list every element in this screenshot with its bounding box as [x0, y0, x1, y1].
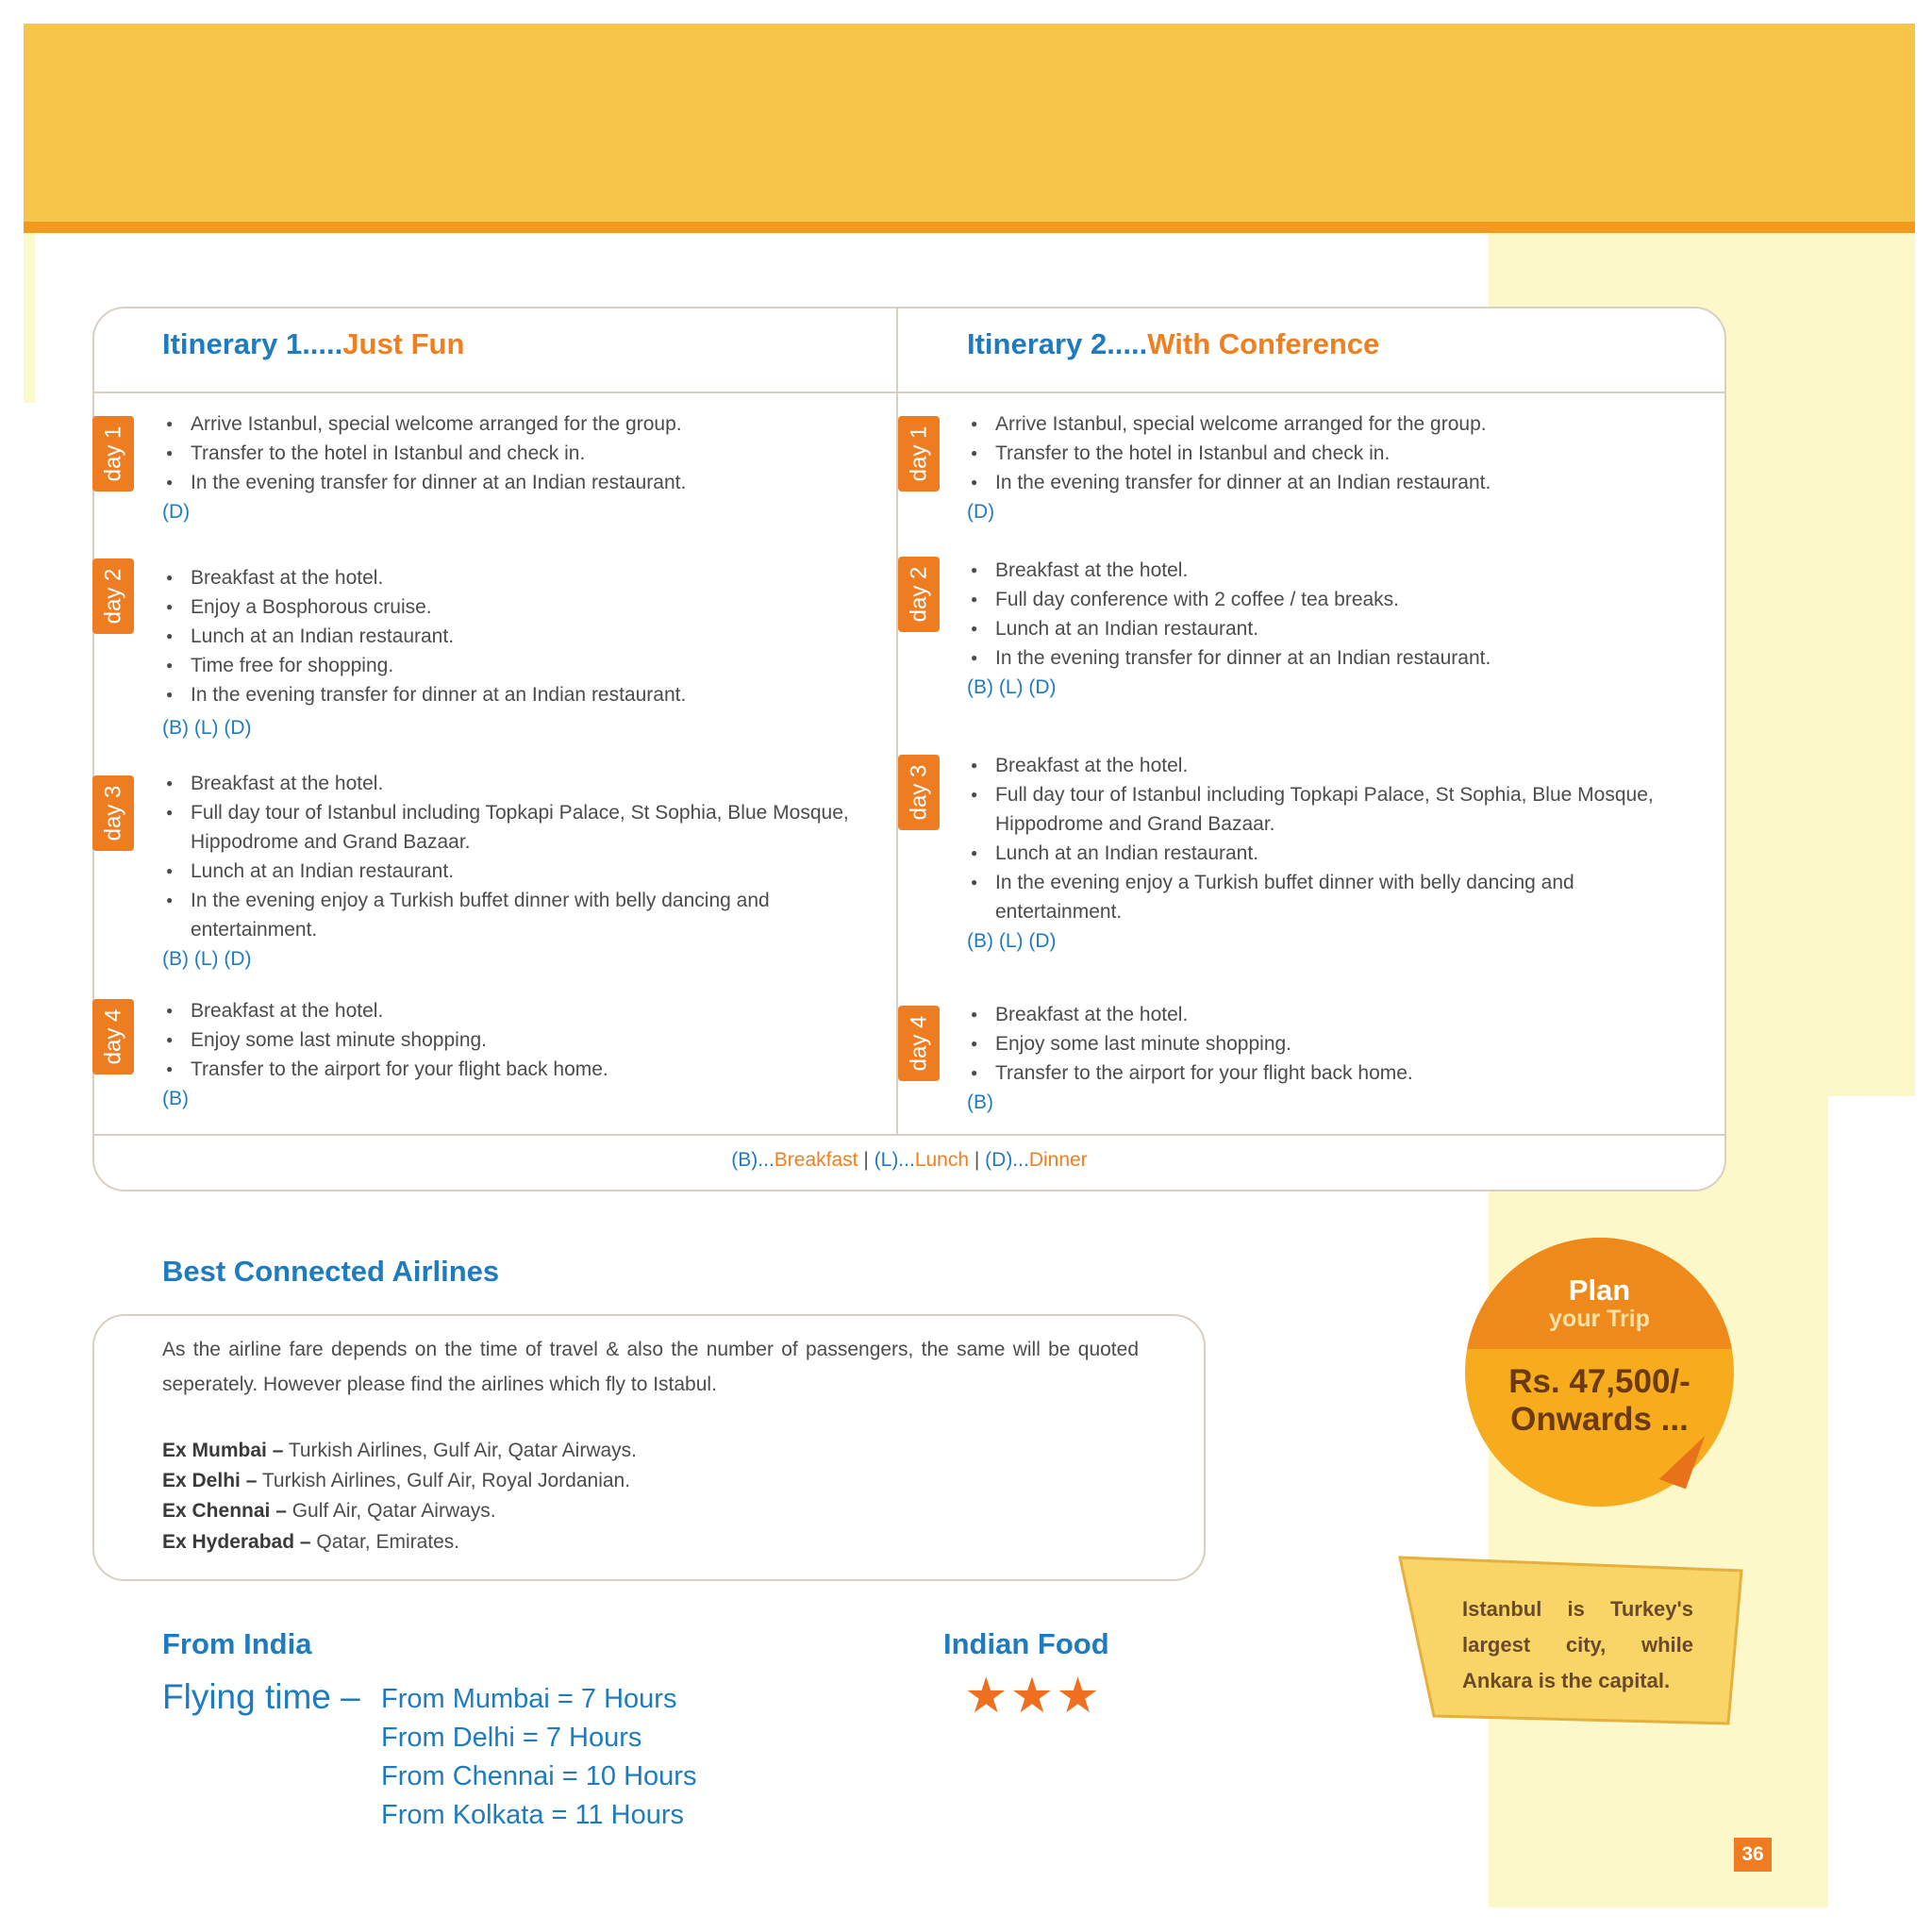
list-item: ● Transfer to the hotel in Istanbul and check in. [967, 439, 1703, 468]
meals-codes: (B) (L) (D) [162, 948, 252, 970]
meals-codes: (D) [967, 501, 995, 523]
list-item: ● Lunch at an Indian restaurant. [967, 839, 1703, 868]
pale-right-panel-lower [1489, 1096, 1828, 1907]
plan-price-onwards: Onwards ... [1510, 1401, 1689, 1438]
legend-separator: | [969, 1149, 986, 1171]
list-item: ● In the evening enjoy a Turkish buffet dinner with belly dancing and entertainment. [967, 868, 1703, 926]
airline-row [162, 1496, 496, 1525]
airline-city: Ex Chennai – [162, 1500, 287, 1522]
day-tab-label: day 4 [906, 1015, 931, 1072]
fact-text: Istanbul is Turkey's largest city, while Ankara is the capital. [1462, 1597, 1693, 1692]
day-tab [898, 416, 940, 491]
list-item: ● Breakfast at the hotel. [162, 563, 889, 592]
airlines-intro: As the airline fare depends on the time of travel & also the number of passengers, the same will be quoted seperately. However please find the airlines which fly to Istabul. [162, 1339, 1139, 1395]
airline-row [162, 1436, 637, 1465]
meals-codes: (B) [967, 1091, 993, 1113]
list-item: ● Enjoy a Bosphorous cruise. [162, 592, 889, 622]
itinerary-1-day-2 [162, 563, 889, 742]
legend-l-name: Lunch [914, 1149, 970, 1171]
list-item: ● Time free for shopping. [162, 651, 889, 680]
plan-price-amount: Rs. 47,500/- [1508, 1363, 1690, 1400]
legend-d-name: Dinner [1028, 1149, 1088, 1171]
day-tab [898, 1006, 940, 1081]
day-tab [898, 755, 940, 830]
day-tab-label: day 3 [100, 785, 125, 841]
star-rating-icon: ★★★ [964, 1669, 1102, 1724]
list-item: ● Lunch at an Indian restaurant. [967, 614, 1703, 643]
meals-codes: (D) [162, 501, 191, 523]
list-item: ● Enjoy some last minute shopping. [162, 1025, 889, 1055]
meals-codes: (B) (L) (D) [162, 717, 252, 739]
plan-price [1465, 1363, 1734, 1439]
airline-list: Gulf Air, Qatar Airways. [286, 1500, 496, 1522]
page-number: 36 [1734, 1838, 1772, 1872]
list-item: ● In the evening transfer for dinner at an Indian restaurant. [967, 643, 1703, 673]
legend-l-code: (L)... [874, 1149, 915, 1171]
airline-list: Turkish Airlines, Gulf Air, Royal Jordanian. [257, 1470, 631, 1491]
itinerary-1-day-4 [162, 996, 889, 1113]
day-tab-label: day 2 [906, 566, 931, 623]
list-item: ● Breakfast at the hotel. [967, 556, 1703, 585]
itinerary-1-day-3 [162, 769, 889, 974]
list-item: ● Full day conference with 2 coffee / tea breaks. [967, 585, 1703, 614]
airline-list: Turkish Airlines, Gulf Air, Qatar Airways. [283, 1440, 638, 1461]
list-item: ● Transfer to the airport for your flight back home. [967, 1058, 1703, 1088]
day-tab [92, 999, 134, 1074]
itinerary-2-day-1 [967, 409, 1703, 526]
flying-time-label: Flying time – [162, 1677, 360, 1716]
list-item: ● In the evening transfer for dinner at an Indian restaurant. [967, 468, 1703, 497]
list-item: ● Arrive Istanbul, special welcome arranged for the group. [162, 409, 889, 439]
day-tab-label: day 2 [100, 568, 125, 625]
list-item: ● In the evening enjoy a Turkish buffet dinner with belly dancing and entertainment. [162, 886, 889, 944]
itinerary-2-name: With Conference [1147, 327, 1380, 360]
day-tab [92, 558, 134, 634]
itinerary-2-title [967, 327, 1379, 361]
itinerary-1-day-1 [162, 409, 889, 526]
day-tab-label: day 1 [906, 425, 931, 482]
airlines-heading: Best Connected Airlines [162, 1255, 500, 1288]
legend-b-code: (B)... [731, 1149, 774, 1171]
banner-stripe [24, 222, 1915, 233]
plan-title: Plan [1568, 1274, 1631, 1307]
meals-codes: (B) [162, 1088, 189, 1109]
airline-city: Ex Hyderabad – [162, 1531, 311, 1553]
list-item: ● Breakfast at the hotel. [967, 1000, 1703, 1029]
airline-row [162, 1527, 459, 1557]
day-tab [898, 557, 940, 632]
day-tab [92, 775, 134, 851]
flying-time-row: From Kolkata = 11 Hours [381, 1800, 685, 1830]
list-item: ● Enjoy some last minute shopping. [967, 1029, 1703, 1058]
day-tab-label: day 3 [906, 764, 931, 821]
indian-food-heading: Indian Food [943, 1627, 1109, 1660]
meal-legend [92, 1149, 1726, 1172]
itinerary-1-number: Itinerary 1..... [162, 327, 343, 360]
list-item: ● Lunch at an Indian restaurant. [162, 622, 889, 651]
meals-codes: (B) (L) (D) [967, 930, 1057, 952]
flying-time-row: From Mumbai = 7 Hours [381, 1684, 677, 1714]
meals-codes: (B) (L) (D) [967, 676, 1057, 698]
list-item: ● Breakfast at the hotel. [967, 751, 1703, 780]
day-tab-label: day 4 [100, 1008, 125, 1065]
flying-time-row: From Chennai = 10 Hours [381, 1761, 697, 1791]
itinerary-footer-divider [92, 1134, 1726, 1136]
from-india-heading: From India [162, 1627, 312, 1660]
list-item: ● Breakfast at the hotel. [162, 996, 889, 1025]
list-item: ● In the evening transfer for dinner at an Indian restaurant. [162, 468, 889, 497]
airline-city: Ex Delhi – [162, 1470, 258, 1491]
airline-row [162, 1466, 630, 1495]
list-item: ● In the evening transfer for dinner at an Indian restaurant. [162, 680, 889, 709]
list-item: ● Breakfast at the hotel. [162, 769, 889, 798]
list-item: ● Full day tour of Istanbul including Topkapi Palace, St Sophia, Blue Mosque, Hippodrome and Grand Bazaar. [967, 780, 1703, 839]
pale-left-strip [24, 233, 35, 403]
plan-subtitle: your Trip [1549, 1306, 1650, 1332]
itinerary-1-name: Just Fun [342, 327, 465, 360]
list-item: ● Transfer to the hotel in Istanbul and check in. [162, 439, 889, 468]
list-item: ● Arrive Istanbul, special welcome arranged for the group. [967, 409, 1703, 439]
itinerary-2-day-4 [967, 1000, 1703, 1117]
legend-separator: | [858, 1149, 874, 1171]
list-item: ● Full day tour of Istanbul including Topkapi Palace, St Sophia, Blue Mosque, Hippodrome and Grand Bazaar. [162, 798, 889, 857]
flying-time-row: From Delhi = 7 Hours [381, 1723, 642, 1753]
itinerary-header-divider [92, 391, 1726, 393]
itinerary-1-title [162, 327, 464, 361]
legend-b-name: Breakfast [774, 1149, 858, 1171]
list-item: ● Lunch at an Indian restaurant. [162, 857, 889, 886]
day-tab [92, 416, 134, 491]
itinerary-2-day-2 [967, 556, 1703, 702]
day-tab-label: day 1 [100, 425, 125, 482]
top-banner [24, 24, 1915, 222]
list-item: ● Transfer to the airport for your flight back home. [162, 1055, 889, 1084]
itinerary-2-number: Itinerary 2..... [967, 327, 1148, 360]
legend-d-code: (D)... [985, 1149, 1029, 1171]
itinerary-2-day-3 [967, 751, 1703, 956]
airline-list: Qatar, Emirates. [310, 1531, 460, 1553]
airline-city: Ex Mumbai – [162, 1440, 284, 1461]
